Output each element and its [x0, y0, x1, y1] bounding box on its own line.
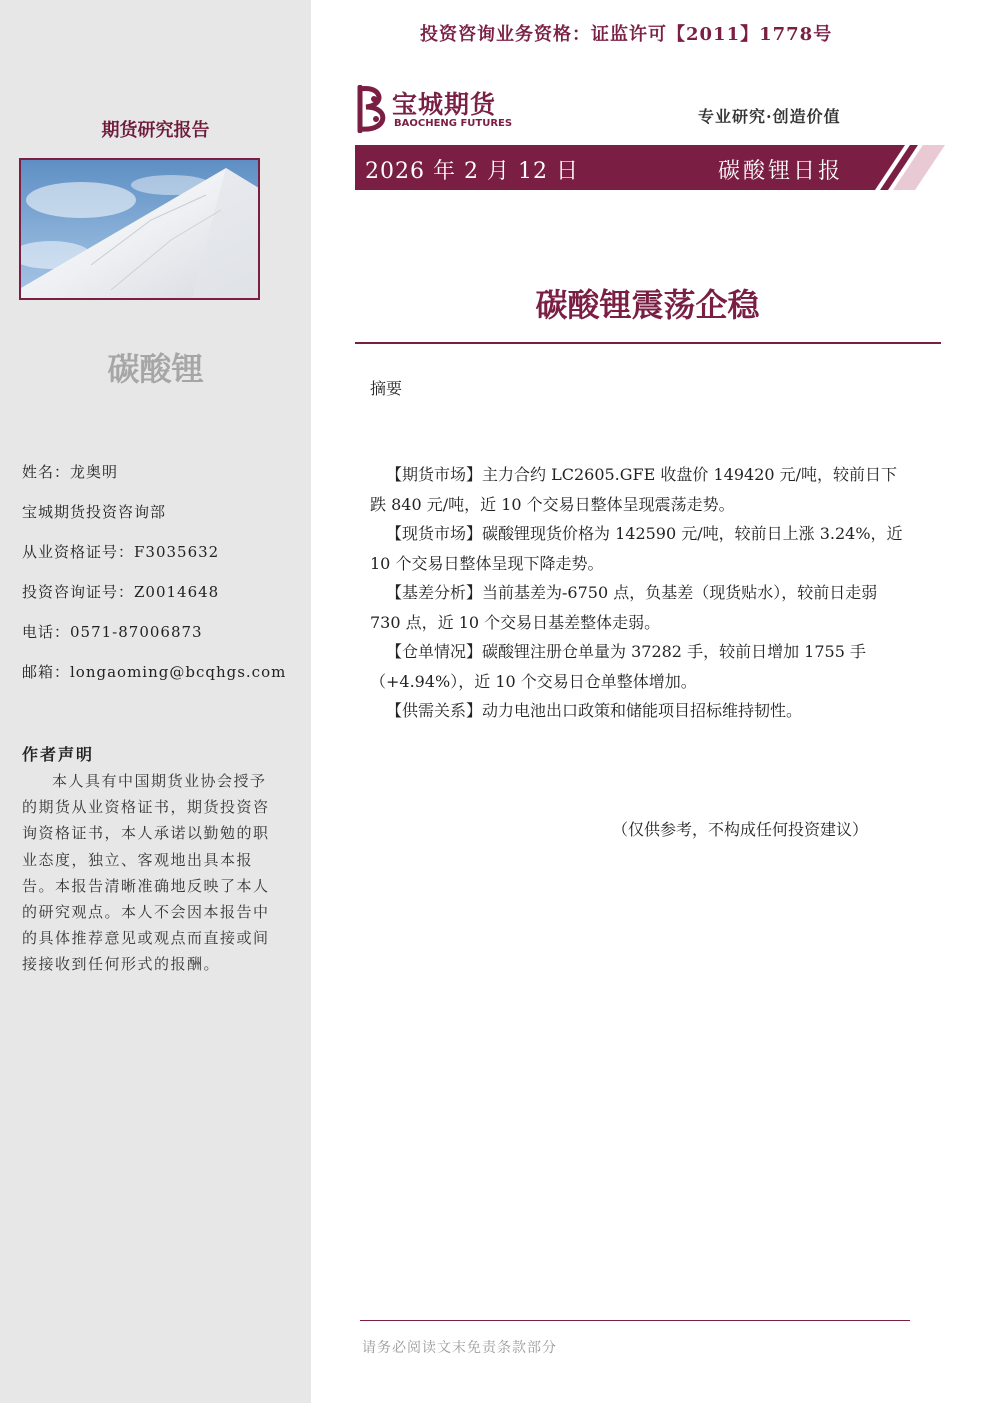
- phone: 电话：0571-87006873: [22, 623, 203, 641]
- sidebar: [0, 0, 311, 1403]
- supply-demand-paragraph: 【供需关系】动力电池出口政策和储能项目招标维持韧性。: [386, 701, 803, 720]
- report-date: 2026 年 2 月 12 日: [365, 159, 579, 184]
- logo-text-en: BAOCHENG FUTURES: [394, 118, 513, 129]
- cover-photo: [19, 158, 260, 300]
- basis-paragraph: 【基差分析】当前基差为-6750 点，负基差（现货贴水），较前日走弱 730 点，近 10 个交易日基差整体走弱。: [370, 583, 878, 632]
- report-category: 期货研究报告: [101, 120, 210, 141]
- disclaimer: （仅供参考，不构成任何投资建议）: [612, 820, 869, 839]
- qualification-number: 从业资格证号：F3035632: [22, 543, 220, 561]
- author-statement-heading: 作者声明: [22, 745, 95, 764]
- summary: [370, 460, 910, 726]
- footer-note: 请务必阅读文末免责条款部分: [362, 1340, 557, 1356]
- consulting-number: 投资咨询证号：Z0014648: [22, 583, 220, 601]
- company-logo: [356, 85, 556, 135]
- report-title: 碳酸锂震荡企稳: [535, 286, 760, 324]
- qualification-line: 投资咨询业务资格：证监许可【2011】1778号: [420, 24, 833, 45]
- lithium-pile-image: [21, 160, 260, 300]
- product-name: 碳酸锂: [107, 350, 204, 388]
- warehouse-receipt-paragraph: 【仓单情况】碳酸锂注册仓单量为 37282 手，较前日增加 1755 手（+4.94%），近 10 个交易日仓单整体增加。: [370, 642, 866, 691]
- email: 邮箱：longaoming@bcqhgs.com: [22, 663, 287, 681]
- analyst-contact: [22, 462, 286, 702]
- slogan: 专业研究·创造价值: [698, 107, 841, 126]
- report-type: 碳酸锂日报: [718, 159, 844, 184]
- logo-text-cn: 宝城期货: [392, 90, 497, 119]
- analyst-name: 姓名：龙奥明: [22, 463, 119, 481]
- abstract-label: 摘要: [370, 379, 403, 398]
- department: 宝城期货投资咨询部: [22, 503, 167, 521]
- footer-divider: [360, 1320, 910, 1321]
- title-divider: [355, 342, 941, 344]
- spot-market-paragraph: 【现货市场】碳酸锂现货价格为 142590 元/吨，较前日上涨 3.24%，近 10 个交易日整体呈现下降走势。: [370, 524, 903, 573]
- futures-market-paragraph: 【期货市场】主力合约 LC2605.GFE 收盘价 149420 元/吨，较前日下跌 840 元/吨，近 10 个交易日整体呈现震荡走势。: [370, 465, 898, 514]
- logo-mark-icon: [356, 85, 392, 133]
- author-statement-body: 本人具有中国期货业协会授予的期货从业资格证书，期货投资咨询资格证书，本人承诺以勤勉的职业态度，独立、客观地出具本报告。本报告清晰准确地反映了本人的研究观点。本人不会因本报告中的具体推荐意见或观点而直接或间接接收到任何形式的报酬。: [22, 772, 270, 974]
